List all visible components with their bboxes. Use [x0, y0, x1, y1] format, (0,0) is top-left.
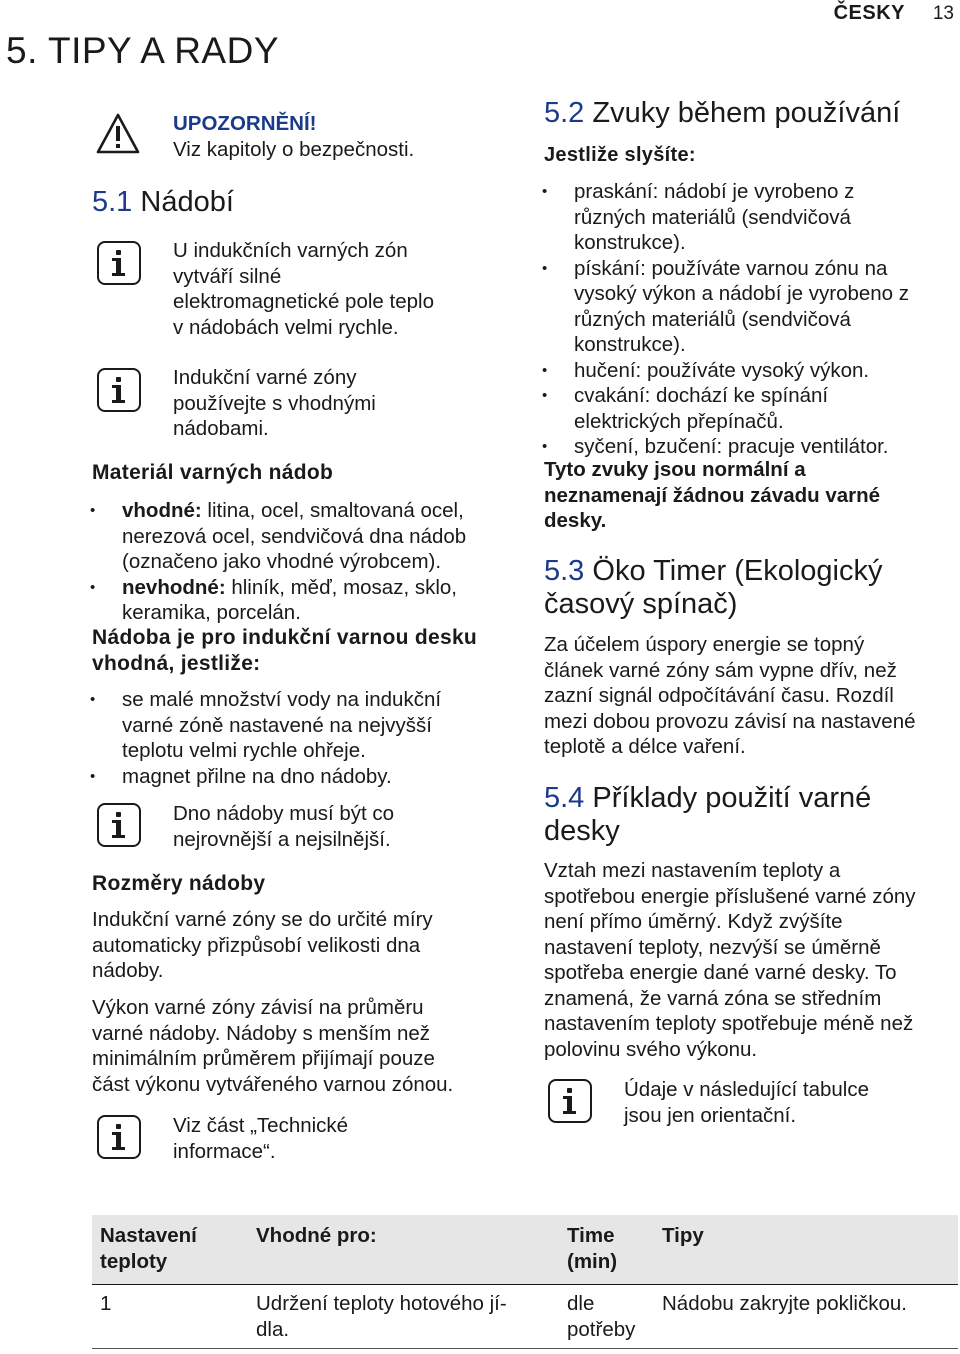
- info-icon: [97, 241, 141, 285]
- table-cell: Nádobu zakryjte pokličkou.: [654, 1285, 958, 1349]
- sounds-lead: Jestliže slyšíte:: [544, 144, 696, 166]
- material-heading: Materiál varných nádob: [92, 461, 334, 484]
- dimensions-paragraph-2: Výkon varné zóny závisí na průměru varné nádoby. Nádoby s menším než minimálním průměrem přijímají pouze část výkonu vytvářeného varnou zónou.: [92, 996, 454, 1096]
- table-cell: dle potřeby: [559, 1285, 654, 1349]
- material-list: [92, 498, 522, 626]
- sounds-closing: Tyto zvuky jsou normální a neznamenají žádnou závadu varné desky.: [544, 458, 881, 532]
- section-number: 5.1: [92, 186, 133, 218]
- suitable-heading: Nádoba je pro indukční varnou desku vhodná, jestliže:: [92, 626, 478, 675]
- info-icon: [548, 1079, 592, 1123]
- info-note-pot-bottom: Dno nádoby musí být co nejrovnější a nejsilnější.: [173, 802, 395, 851]
- section-5-4-text: Vztah mezi nastavením teploty a spotřebou energie příslušené varné zóny není přímo úměrný. Když zvýšíte nastavení teploty, nezvýší se úměrně spotřeba energie dané varné desky. To znamená, že varná zóna se středním nastavením teploty spotřebuje méně než polovinu svého výkonu.: [544, 859, 916, 1061]
- list-item: • praskání: nádobí je vyrobeno z různých materiálů (sendvičová konstrukce).: [544, 179, 958, 256]
- table-header-row: [92, 1215, 958, 1285]
- section-5-1-heading: [92, 186, 234, 219]
- section-5-3-heading: 5.3 Öko Timer (Ekologický časový spínač): [544, 555, 883, 620]
- page-number: 13: [932, 3, 954, 24]
- section-5-4-heading: 5.4 Příklady použití varné desky: [544, 782, 872, 847]
- sounds-list: [544, 179, 958, 460]
- column-header: Vhodné pro:: [248, 1215, 559, 1285]
- table-cell: 1: [92, 1285, 248, 1349]
- column-header: Time (min): [559, 1215, 654, 1285]
- warning-title: UPOZORNĚNÍ!: [173, 112, 317, 135]
- warning-text: Viz kapitoly o bezpečnosti.: [173, 138, 415, 161]
- list-item: • se malé množství vody na indukční varné zóně nastavené na nejvyšší teplotu velmi rychle ohřeje.: [92, 687, 522, 764]
- info-note-field-heating: U indukčních varných zón vytváří silné elektromagnetické pole teplo v nádobách velmi rychle.: [173, 239, 434, 339]
- info-icon: [97, 803, 141, 847]
- column-header: Tipy: [654, 1215, 958, 1285]
- section-5-2-heading: 5.2 Zvuky během používání: [544, 97, 901, 129]
- list-item: • nevhodné: hliník, měď, mosaz, sklo, keramika, porcelán.: [92, 575, 522, 626]
- info-icon: [97, 368, 141, 412]
- table-row: [92, 1285, 958, 1349]
- settings-table: [92, 1215, 958, 1349]
- info-note-suitable-pots: Indukční varné zóny používejte s vhodnými nádobami.: [173, 366, 376, 440]
- suitable-list: [92, 687, 522, 789]
- section-title: Nádobí: [140, 186, 234, 218]
- list-item: • magnet přilne na dno nádoby.: [92, 764, 522, 790]
- info-note-table: Údaje v následující tabulce jsou jen orientační.: [624, 1078, 870, 1127]
- section-5-3-text: Za účelem úspory energie se topný článek varné zóny sám vypne dřív, než zazní signál odpočítávání času. Rozdíl mezi dobou provozu závisí na nastavené teplotě a délce vaření.: [544, 633, 916, 758]
- dimensions-paragraph-1: Indukční varné zóny se do určité míry automaticky přizpůsobí velikosti dna nádoby.: [92, 908, 433, 982]
- warning-triangle-icon: [95, 112, 141, 156]
- list-item: • vhodné: litina, ocel, smaltovaná ocel, nerezová ocel, sendvičová dna nádob (označeno jako vhodné výrobcem).: [92, 498, 522, 575]
- list-item: • hučení: používáte vysoký výkon.: [544, 358, 958, 384]
- list-item: • pískání: používáte varnou zónu na vysoký výkon a nádobí je vyrobeno z různých materiálů (sendvičová konstrukce).: [544, 256, 958, 358]
- list-item: • syčení, bzučení: pracuje ventilátor.: [544, 434, 958, 460]
- table-cell: Udržení teploty hotového jí- dla.: [248, 1285, 559, 1349]
- column-header: Nastavení teploty: [92, 1215, 248, 1285]
- info-note-technical: Viz část „Technické informace“.: [173, 1114, 349, 1163]
- dimensions-heading: Rozměry nádoby: [92, 872, 266, 895]
- info-icon: [97, 1115, 141, 1159]
- chapter-title: 5. TIPY A RADY: [6, 30, 279, 71]
- header-language: ČESKY: [833, 2, 905, 24]
- list-item: • cvakání: dochází ke spínání elektrických přepínačů.: [544, 383, 958, 434]
